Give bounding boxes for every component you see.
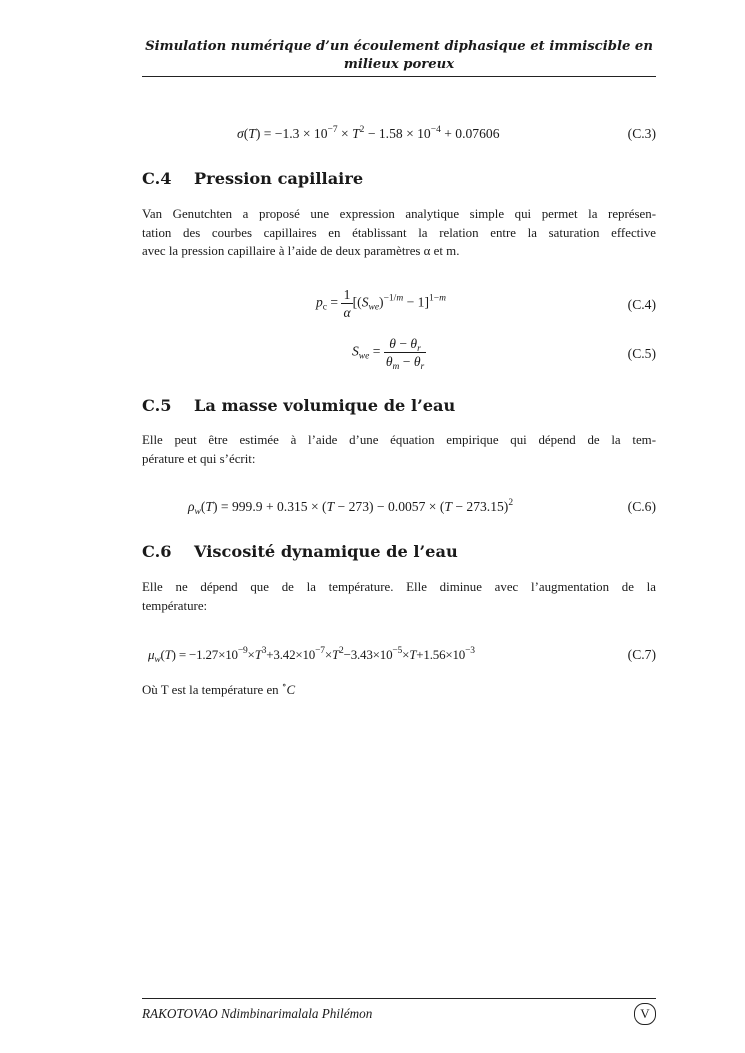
footer-rule xyxy=(142,998,656,999)
header-line-1: Simulation numérique d’un écoulement diphasique et immiscible en xyxy=(145,39,653,54)
section-heading-c4 xyxy=(142,169,363,188)
equation-c4-expression: $p_c$ = $\frac{1}{\alpha}$ $[(S_{we})^{-1/m} - 1]^{1-m}$ xyxy=(316,287,446,320)
paragraph-line: avec la pression capillaire à l’aide de deux paramètres α et m. xyxy=(142,244,460,258)
paragraph-capillaire xyxy=(142,205,656,261)
section-title: Viscosité dynamique de l’eau xyxy=(194,542,458,561)
page-number: V xyxy=(634,1003,656,1025)
paragraph-line: Van Genutchten a proposé une expression analytique simple qui permet la représen- xyxy=(142,207,656,221)
equation-c6 xyxy=(142,499,656,519)
equation-c4 xyxy=(142,286,656,326)
paragraph-line: Elle ne dépend que de la température. Elle diminue avec l’augmentation de la xyxy=(142,580,656,594)
header-rule xyxy=(142,76,656,77)
equation-c5-number: (C.5) xyxy=(627,346,656,361)
equation-c6-expression: $\rho_w(T) = 999.9 + 0.315 \times (T - 273) - 0.0057 \times (T - 273.15)^2$ xyxy=(188,498,514,517)
section-title: La masse volumique de l’eau xyxy=(194,396,456,415)
section-title: Pression capillaire xyxy=(194,169,364,188)
paragraph-line: tation des courbes capillaires en établissant la relation entre la saturation effective xyxy=(142,225,656,240)
paragraph-line: Où T est la température en xyxy=(142,683,282,697)
paragraph-final xyxy=(142,681,656,700)
equation-c5-expression: $S_{we}$ = $\frac{\theta - \theta_r}{\theta_m - \theta_r}$ xyxy=(352,336,425,372)
equation-c7-expression: $\mu_w(T) = -1.27\times 10^{-9}\times T^3+3.42\times 10^{-7}\times T^2-3.43\times 10^{-5}\times T+1.56\times 10^{-3}$ xyxy=(148,646,475,665)
section-number: C.6 xyxy=(142,542,172,561)
paragraph-viscosite xyxy=(142,578,656,615)
equation-c7 xyxy=(142,647,656,667)
paragraph-line: pérature et qui s’écrit: xyxy=(142,451,256,466)
paragraph-line: Elle peut être estimée à l’aide d’une équation empirique qui dépend de la tem- xyxy=(142,433,656,447)
equation-c4-number: (C.4) xyxy=(627,297,656,312)
section-heading-c5 xyxy=(142,396,455,415)
equation-c6-number: (C.6) xyxy=(627,499,656,514)
equation-c3-expression: $\sigma(T) = -1.3 \times 10^{-7} \times T^2 - 1.58 \times 10^{-4} + 0.07606$ xyxy=(237,125,500,141)
paragraph-masse xyxy=(142,431,656,468)
running-header xyxy=(142,38,656,74)
equation-c3-number: (C.3) xyxy=(627,126,656,141)
footer-author: RAKOTOVAO Ndimbinarimalala Philémon xyxy=(142,1006,373,1021)
header-line-2: milieux poreux xyxy=(343,57,455,72)
section-heading-c6 xyxy=(142,542,458,561)
equation-c5 xyxy=(142,335,656,375)
equation-c7-number: (C.7) xyxy=(627,647,656,662)
section-number: C.4 xyxy=(142,169,172,188)
section-number: C.5 xyxy=(142,396,172,415)
paragraph-line: température: xyxy=(142,598,208,613)
degree-celsius-symbol: ∘C xyxy=(281,681,296,697)
equation-c3 xyxy=(142,126,656,146)
